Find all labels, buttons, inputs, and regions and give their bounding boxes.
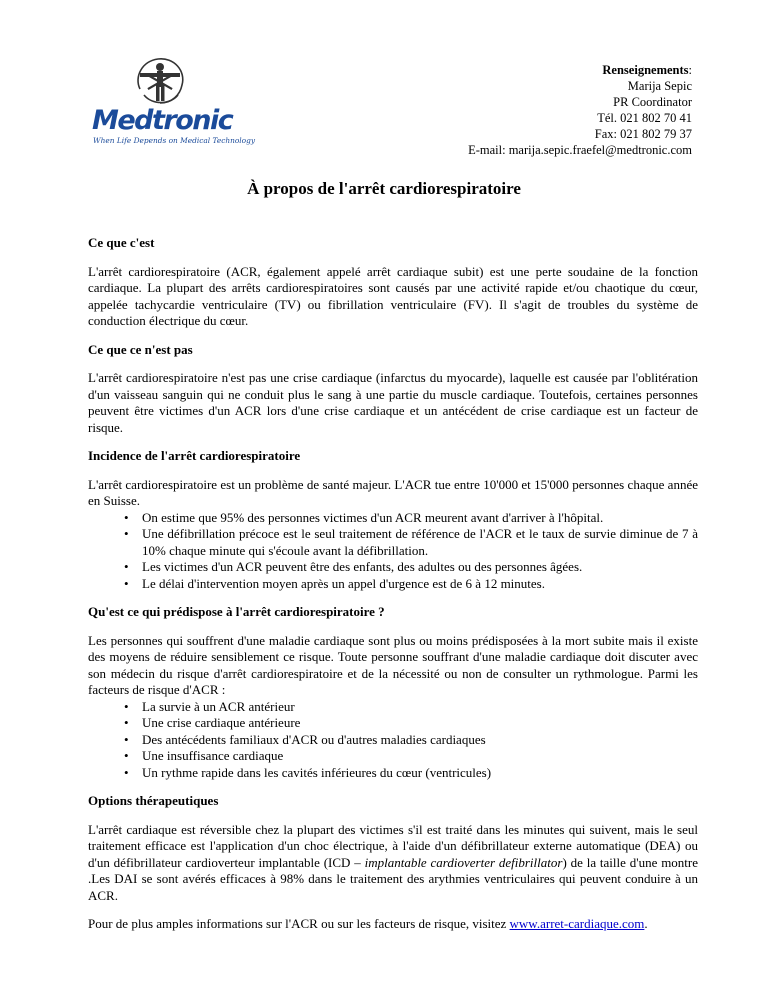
website-link[interactable]: www.arret-cardiaque.com (509, 916, 645, 931)
list-item: • Une insuffisance cardiaque (88, 748, 698, 765)
medtronic-logo (92, 55, 256, 147)
list-item: • Des antécédents familiaux d'ACR ou d'autres maladies cardiaques (88, 732, 698, 749)
list-item: • Le délai d'intervention moyen après un appel d'urgence est de 6 à 12 minutes. (88, 576, 698, 593)
text-run: Pour de plus amples informations sur l'ACR ou sur les facteurs de risque, visitez (88, 916, 510, 931)
list-item: • La survie à un ACR antérieur (88, 699, 698, 716)
document-body (88, 235, 698, 945)
section-heading: Options thérapeutiques (88, 793, 219, 808)
logo-tagline: When Life Depends on Medical Technology (93, 136, 256, 145)
contact-fax: Fax: 021 802 79 37 (594, 127, 692, 141)
contact-heading: Renseignements (602, 63, 689, 77)
text-run: . (644, 916, 648, 931)
medtronic-figure-logo-icon (130, 55, 190, 107)
logo-wordmark: Medtronic (92, 105, 233, 136)
section-paragraph: L'arrêt cardiorespiratoire est un problème de santé majeur. L'ACR tue entre 10'000 et 15'000 personnes chaque année en Suisse. (88, 476, 698, 508)
list-item: • Les victimes d'un ACR peuvent être des enfants, des adultes ou des personnes âgées. (88, 559, 698, 576)
list-item: • Une crise cardiaque antérieure (88, 715, 698, 732)
section-heading: Qu'est ce qui prédispose à l'arrêt cardiorespiratoire ? (88, 604, 385, 619)
list-item: • Un rythme rapide dans les cavités inférieures du cœur (ventricules) (88, 765, 698, 782)
emphasis-text: implantable cardioverter defibrillator (364, 854, 563, 870)
section-heading: Ce que c'est (88, 235, 155, 250)
contact-role: PR Coordinator (613, 95, 692, 109)
bullet-list (88, 510, 698, 593)
section-heading: Incidence de l'arrêt cardiorespiratoire (88, 448, 301, 463)
section-paragraph: L'arrêt cardiorespiratoire n'est pas une crise cardiaque (infarctus du myocarde), laquelle est causée par l'oblitération d'un vaisseau sanguin qui ne conduit plus le sang à une partie du muscle cardiaque. Toutefois, certaines personnes peuvent être victimes d'un ACR lors d'une crise cardiaque et un antécédent de crise cardiaque est un facteur de risque. (88, 370, 698, 435)
contact-block: Renseignements: Marija Sepic PR Coordinator Tél. 021 802 70 41 Fax: 021 802 79 37 E-mail: marija.sepic.fraefel@medtronic.com (468, 63, 692, 157)
page-title: À propos de l'arrêt cardiorespiratoire (247, 179, 521, 198)
section-paragraph: L'arrêt cardiorespiratoire (ACR, également appelé arrêt cardiaque subit) est une perte soudaine de la fonction cardiaque. La plupart des arrêts cardiorespiratoires sont causés par une activité rapide et/ou chaotique du cœur, appelée tachycardie ventriculaire (TV) ou fibrillation ventriculaire (FV). Il s'agit de troubles du système de conduction électrique du cœur. (88, 263, 698, 328)
contact-name: Marija Sepic (627, 79, 692, 93)
bullet-list (88, 699, 698, 782)
section-heading: Ce que ce n'est pas (88, 341, 193, 357)
section-paragraph (88, 916, 698, 933)
section-paragraph (88, 822, 698, 905)
list-item: • Une défibrillation précoce est le seul traitement de référence de l'ACR et le taux de survie diminue de 7 à 10% chaque minute qui s'écoule avant la défibrillation. (88, 526, 698, 559)
contact-email: E-mail: marija.sepic.fraefel@medtronic.com (468, 143, 692, 157)
text-run: ) de la taille d'une montre .Les DAI se sont avérés efficaces à 98% dans le traitement des arythmies ventriculaires qui peuvent conduire à un ACR. (88, 854, 699, 903)
contact-phone: Tél. 021 802 70 41 (597, 111, 692, 125)
list-item: • On estime que 95% des personnes victimes d'un ACR meurent avant d'arriver à l'hôpital. (88, 510, 698, 527)
section-paragraph: Les personnes qui souffrent d'une maladie cardiaque sont plus ou moins prédisposées à la mort subite mais il existe des moyens de réduire sensiblement ce risque. Toute personne souffrant d'une maladie cardiaque doit discuter avec son médecin du risque d'arrêt cardiorespiratoire et de la nécessité ou non de consulter un rythmologue. Parmi les facteurs de risque d'ACR : (88, 632, 698, 697)
text-run: L'arrêt cardiaque est réversible chez la plupart des victimes s'il est traité dans les minutes qui suivent, mais le seul traitement efficace est l'application d'un choc électrique, à l'aide d'un défibrillateur externe automatique (DEA) ou d'un défibrillateur cardioverteur implantable (ICD – (88, 821, 698, 870)
